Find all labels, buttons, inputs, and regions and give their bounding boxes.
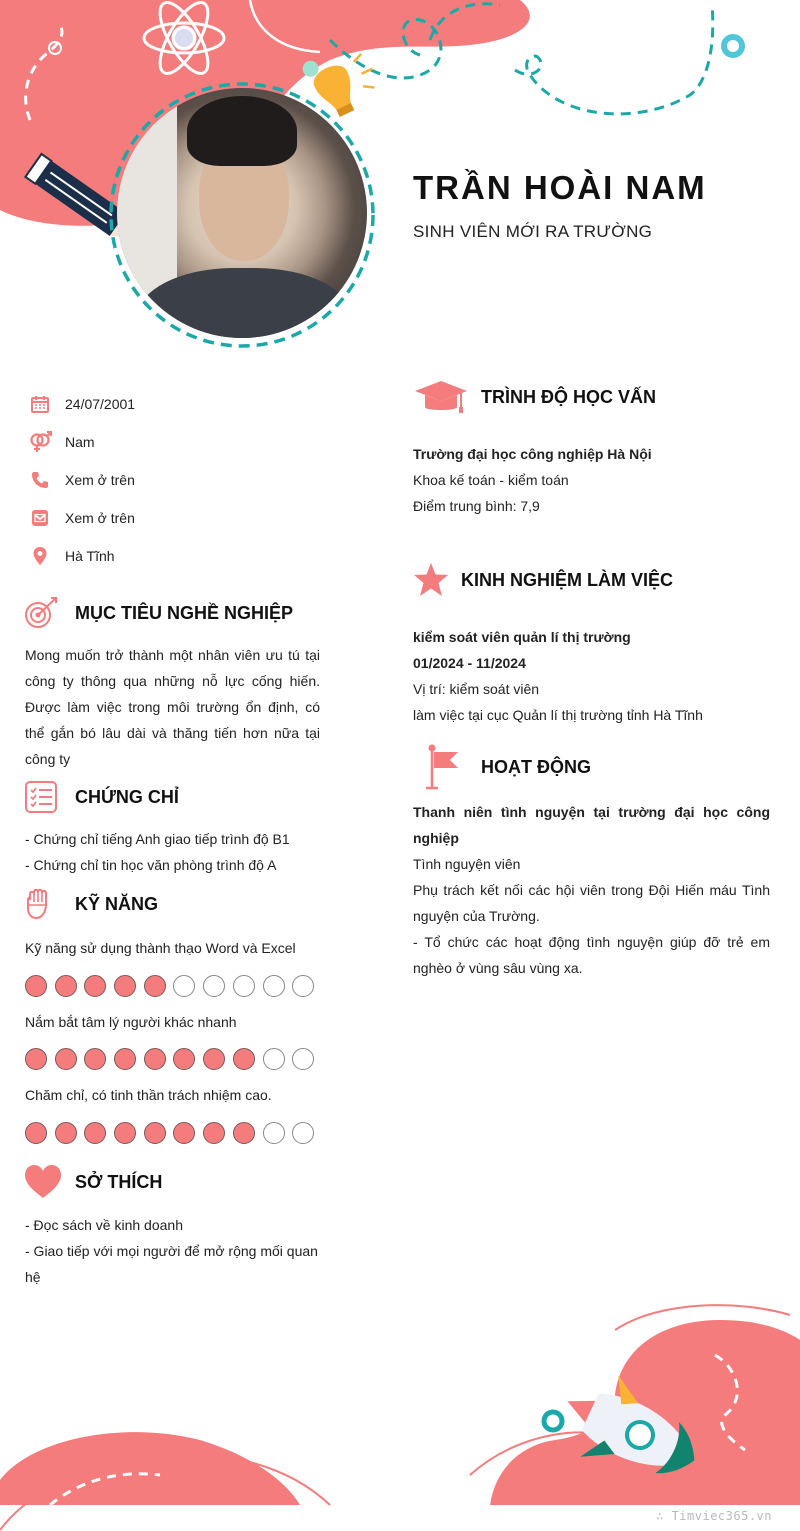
contact-list bbox=[28, 385, 328, 575]
rating-dot-filled bbox=[25, 1048, 47, 1070]
certificate-item: - Chứng chỉ tiếng Anh giao tiếp trình độ B1 bbox=[25, 831, 290, 847]
activities-desc: Phụ trách kết nối các hội viên trong Đội Hiến máu Tình nguyện của Trường. bbox=[413, 882, 770, 924]
rating-dot-filled bbox=[55, 1122, 77, 1144]
skill-name: Chăm chỉ, có tinh thần trách nhiệm cao. bbox=[25, 1087, 272, 1103]
rating-dot-empty bbox=[173, 975, 195, 997]
rating-dot-empty bbox=[233, 975, 255, 997]
email-text: Xem ở trên bbox=[65, 510, 135, 526]
activities-desc: - Tổ chức các hoạt động tình nguyện giúp đỡ trẻ em nghèo ở vùng sâu vùng xa. bbox=[413, 934, 770, 976]
rating-dot-filled bbox=[114, 1122, 136, 1144]
rating-dot-filled bbox=[144, 1122, 166, 1144]
gender-text: Nam bbox=[65, 434, 95, 450]
hobby-item: - Đọc sách về kinh doanh bbox=[25, 1217, 183, 1233]
phone-icon bbox=[28, 468, 52, 492]
candidate-position: SINH VIÊN MỚI RA TRƯỜNG bbox=[413, 222, 653, 241]
calendar-icon bbox=[28, 392, 52, 416]
gender-icon bbox=[28, 430, 52, 454]
target-icon bbox=[24, 595, 60, 631]
rating-dot-filled bbox=[84, 1122, 106, 1144]
heart-icon bbox=[24, 1165, 62, 1199]
rating-dot-empty bbox=[292, 975, 314, 997]
activities-org: Thanh niên tình nguyện tại trường đại học công nghiệp bbox=[413, 804, 770, 846]
rating-dot-filled bbox=[173, 1122, 195, 1144]
certificates-list bbox=[25, 826, 320, 878]
rating-dot-filled bbox=[114, 975, 136, 997]
education-school: Trường đại học công nghiệp Hà Nội bbox=[413, 446, 652, 462]
rating-dot-filled bbox=[173, 1048, 195, 1070]
graduation-cap-icon bbox=[413, 378, 469, 416]
skill-name: Kỹ năng sử dụng thành thạo Word và Excel bbox=[25, 940, 296, 956]
rating-dot-filled bbox=[114, 1048, 136, 1070]
experience-heading bbox=[413, 562, 673, 598]
rating-dot-filled bbox=[25, 1122, 47, 1144]
skills-heading bbox=[24, 887, 158, 921]
rating-dot-filled bbox=[144, 975, 166, 997]
candidate-name: TRẦN HOÀI NAM bbox=[413, 169, 707, 206]
rating-dot-filled bbox=[55, 975, 77, 997]
hobbies-heading bbox=[24, 1165, 162, 1199]
activities-heading bbox=[420, 744, 591, 790]
rating-dot-empty bbox=[292, 1048, 314, 1070]
profile-photo bbox=[117, 88, 367, 338]
hobbies-title: SỞ THÍCH bbox=[75, 1171, 163, 1192]
rating-dot-empty bbox=[263, 1122, 285, 1144]
education-major: Khoa kế toán - kiểm toán bbox=[413, 472, 569, 488]
experience-role: kiểm soát viên quản lí thị trường bbox=[413, 629, 631, 645]
experience-title: KINH NGHIỆM LÀM VIỆC bbox=[461, 569, 674, 590]
rating-dot-filled bbox=[84, 1048, 106, 1070]
hobby-item: - Giao tiếp với mọi người để mở rộng mối quan hệ bbox=[25, 1243, 318, 1285]
experience-period: 01/2024 - 11/2024 bbox=[413, 655, 526, 671]
skill-rating bbox=[25, 1048, 322, 1070]
certificates-title: CHỨNG CHỈ bbox=[75, 786, 179, 807]
watermark: ∴ Timviec365.vn bbox=[656, 1509, 772, 1523]
birthdate-text: 24/07/2001 bbox=[65, 396, 136, 412]
fist-icon bbox=[24, 887, 54, 921]
checklist-icon bbox=[24, 780, 58, 814]
education-details bbox=[413, 441, 770, 519]
activities-role: Tình nguyện viên bbox=[413, 856, 521, 872]
email-icon bbox=[28, 506, 52, 530]
rating-dot-filled bbox=[144, 1048, 166, 1070]
experience-position: Vị trí: kiểm soát viên bbox=[413, 681, 540, 697]
rating-dot-filled bbox=[203, 1048, 225, 1070]
education-title: TRÌNH ĐỘ HỌC VẤN bbox=[481, 386, 656, 407]
rating-dot-filled bbox=[233, 1048, 255, 1070]
hobbies-list bbox=[25, 1212, 320, 1290]
certificate-item: - Chứng chỉ tin học văn phòng trình độ A bbox=[25, 857, 277, 873]
objective-title: MỤC TIÊU NGHỀ NGHIỆP bbox=[75, 602, 294, 623]
rating-dot-filled bbox=[84, 975, 106, 997]
contact-birthdate bbox=[28, 385, 328, 423]
location-pin-icon bbox=[28, 544, 52, 568]
rating-dot-filled bbox=[25, 975, 47, 997]
contact-email bbox=[28, 499, 328, 537]
contact-location bbox=[28, 537, 328, 575]
certificates-heading bbox=[24, 780, 179, 814]
objective-text: Mong muốn trở thành một nhân viên ưu tú tại công ty thông qua những nỗ lực cống hiến. Được làm việc trong môi trường ổn định, có thể gắn bó lâu dài và thăng tiến hơn nữa tại công ty bbox=[25, 647, 320, 767]
activities-title: HOẠT ĐỘNG bbox=[481, 756, 591, 777]
education-gpa: Điểm trung bình: 7,9 bbox=[413, 498, 540, 514]
rating-dot-filled bbox=[233, 1122, 255, 1144]
name-block bbox=[413, 168, 783, 242]
contact-gender bbox=[28, 423, 328, 461]
rating-dot-empty bbox=[292, 1122, 314, 1144]
skills-title: KỸ NĂNG bbox=[75, 893, 159, 914]
contact-phone bbox=[28, 461, 328, 499]
star-icon bbox=[413, 562, 449, 598]
objective-heading bbox=[24, 595, 293, 631]
rating-dot-empty bbox=[263, 975, 285, 997]
skill-name: Nắm bắt tâm lý người khác nhanh bbox=[25, 1014, 237, 1030]
education-heading bbox=[413, 378, 656, 416]
flag-icon bbox=[420, 744, 460, 790]
experience-detail: làm việc tại cục Quản lí thị trường tỉnh Hà Tĩnh bbox=[413, 707, 703, 723]
rating-dot-empty bbox=[203, 975, 225, 997]
skill-rating bbox=[25, 1122, 322, 1144]
skill-rating bbox=[25, 975, 322, 997]
activities-details bbox=[413, 799, 770, 981]
rating-dot-filled bbox=[203, 1122, 225, 1144]
phone-text: Xem ở trên bbox=[65, 472, 135, 488]
experience-details bbox=[413, 624, 770, 728]
rating-dot-filled bbox=[55, 1048, 77, 1070]
location-text: Hà Tĩnh bbox=[65, 548, 115, 564]
rating-dot-empty bbox=[263, 1048, 285, 1070]
